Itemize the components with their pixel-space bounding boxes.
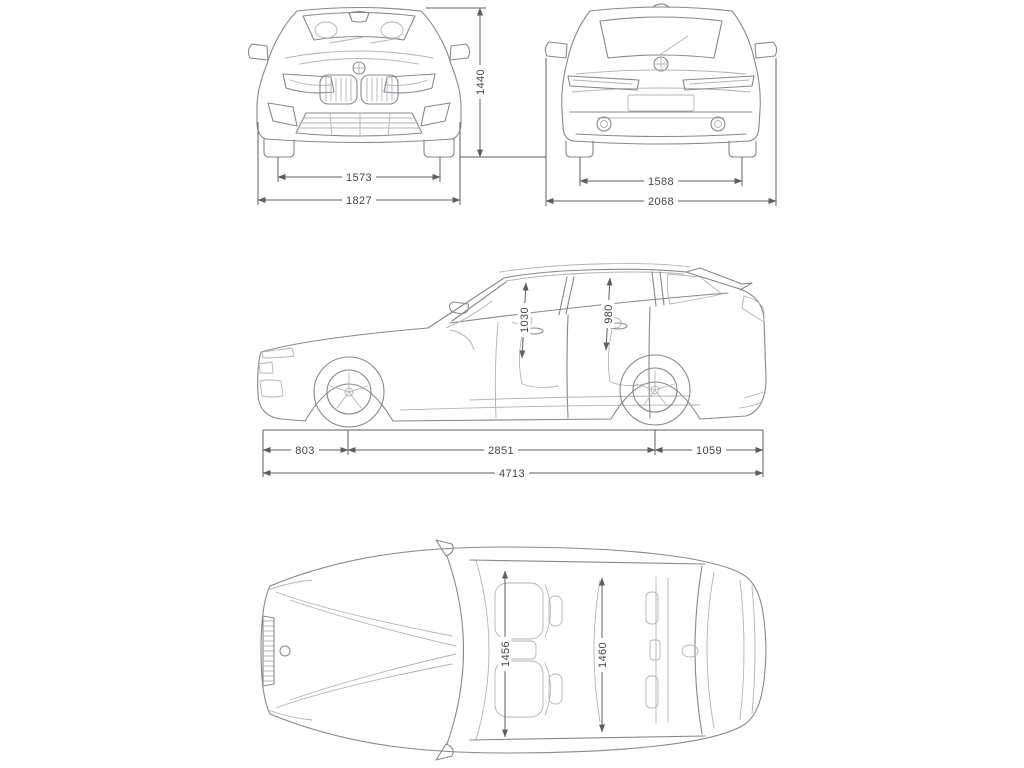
- rear-car-outline: [545, 4, 776, 157]
- windshield-arc: [447, 556, 464, 744]
- rear-track-label: 1588: [647, 176, 675, 188]
- rear-door-seam: [649, 307, 650, 418]
- front-wheel: [314, 357, 384, 427]
- right-mirror: [450, 44, 470, 60]
- front-track-label: 1573: [345, 172, 373, 184]
- front-headroom-label: 1030: [519, 306, 531, 334]
- top-car-outline: [261, 540, 766, 760]
- interior-sketch: [450, 316, 690, 400]
- front-view: [248, 8, 546, 208]
- side-view: [258, 264, 766, 480]
- front-overhang-label: 803: [295, 445, 315, 457]
- dim-front-headroom: [518, 283, 532, 358]
- left-side-intake: [268, 103, 297, 126]
- overall-length-label: 4713: [498, 468, 526, 480]
- exhaust-pipes: [597, 117, 725, 131]
- right-mirror: [755, 42, 777, 58]
- right-taillight: [683, 76, 754, 90]
- license-plate-area: [628, 95, 694, 111]
- roof-spoiler: [686, 268, 752, 290]
- dim-rear-interior-width: [596, 578, 610, 732]
- rear-window-arc: [695, 566, 702, 734]
- dim-front-overhang: [263, 444, 348, 458]
- rear-wheel: [620, 355, 690, 425]
- front-interior-width-label: 1456: [500, 640, 512, 668]
- rear-interior-width-label: 1460: [597, 641, 609, 669]
- height-label: 1440: [475, 68, 487, 96]
- rear-view: [545, 4, 776, 208]
- top-view: [261, 540, 766, 760]
- lower-intake: [296, 113, 422, 136]
- bmw-roundel-icon: [654, 57, 668, 71]
- front-left-tire: [264, 139, 294, 157]
- rear-overhang-label: 1059: [695, 445, 723, 457]
- roof-rail: [500, 264, 690, 272]
- dim-wheelbase: [348, 444, 655, 458]
- dim-rear-headroom: [602, 278, 616, 350]
- bmw-roundel-icon: [353, 62, 365, 74]
- dim-front-interior-width: [499, 571, 513, 737]
- front-right-tire: [424, 139, 454, 157]
- wheelbase-label: 2851: [487, 445, 515, 457]
- dim-overall-length: [263, 467, 763, 481]
- c-pillar: [652, 272, 664, 306]
- side-car-outline: [258, 264, 766, 427]
- bmw-roundel-icon: [280, 646, 290, 656]
- rear-window: [600, 17, 722, 58]
- left-mirror: [545, 42, 567, 58]
- rear-headroom-label: 980: [603, 304, 615, 324]
- dim-front-track: [278, 157, 440, 184]
- hood-lines: [276, 592, 456, 708]
- front-width-label: 1827: [345, 195, 373, 207]
- rear-left-tire: [566, 141, 593, 157]
- rear-width-label: 2068: [647, 196, 675, 208]
- dim-front-width: [258, 122, 460, 207]
- front-door-seam: [567, 315, 568, 418]
- front-car-outline: [248, 8, 469, 158]
- dim-rear-overhang: [655, 444, 763, 458]
- quarter-window: [667, 274, 722, 304]
- left-taillight: [568, 76, 639, 90]
- dim-height: [426, 8, 546, 157]
- taillight-side: [742, 296, 764, 322]
- dim-rear-track: [580, 157, 742, 188]
- headlight-side: [262, 348, 294, 358]
- right-side-intake: [421, 103, 450, 126]
- left-mirror: [248, 44, 268, 60]
- front-grille-hatch: [263, 616, 274, 686]
- rear-right-tire: [729, 141, 756, 157]
